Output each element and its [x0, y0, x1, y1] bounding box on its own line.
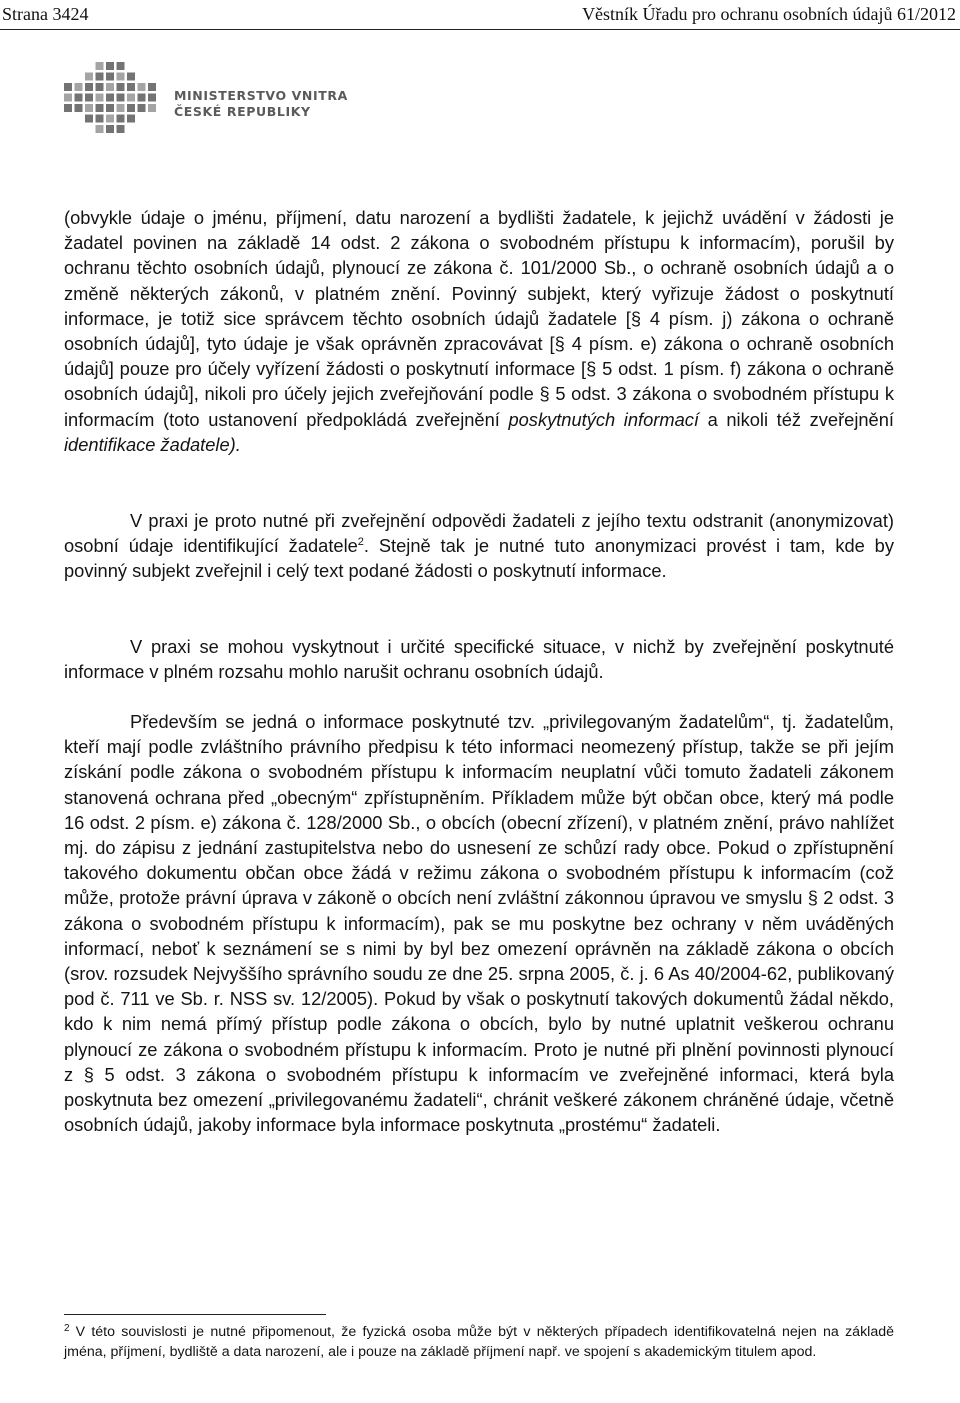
paragraph-2-text-2: . Stejně tak je nutné tuto anonymizaci provést i tam, kde by povinný subjekt zveřejnil i celý text podané žádosti o poskytnutí informace.: [64, 535, 894, 582]
logo-square: [96, 115, 104, 123]
ministry-logo-icon: [64, 62, 160, 136]
logo-square: [96, 62, 104, 70]
logo-square: [117, 125, 125, 133]
logo-line-2: ČESKÉ REPUBLIKY: [174, 104, 311, 119]
logo-square: [127, 73, 135, 81]
logo-square: [117, 115, 125, 123]
logo-square: [117, 62, 125, 70]
logo-square: [138, 83, 146, 91]
footnote-text: V této souvislosti je nutné připomenout, že fyzická osoba může být v některých případech identifikovatelná nejen na základě jména, příjmení, bydliště a data narození, ale i pouze na základě příjmení např. ve spojení s akademickým titulem apod.: [64, 1324, 894, 1360]
logo-square: [96, 83, 104, 91]
logo-square: [96, 73, 104, 81]
footnote-rule: [64, 1314, 326, 1315]
logo-square: [106, 125, 114, 133]
logo-square: [148, 83, 156, 91]
footnote-reference[interactable]: 2: [357, 536, 364, 549]
footnote: [64, 1322, 894, 1362]
logo-square: [106, 115, 114, 123]
paragraph-1: [64, 205, 894, 457]
logo-line-1: MINISTERSTVO VNITRA: [174, 88, 348, 103]
paragraph-3-text: V praxi se mohou vyskytnout i určité specifické situace, v nichž by zveřejnění poskytnuté informace v plném rozsahu mohlo narušit ochranu osobních údajů.: [64, 636, 894, 683]
logo-square: [138, 94, 146, 102]
logo-square: [106, 104, 114, 112]
logo-square: [117, 73, 125, 81]
logo-square: [106, 73, 114, 81]
logo-square: [85, 115, 93, 123]
logo-square: [117, 83, 125, 91]
logo-square: [127, 94, 135, 102]
logo-square: [64, 83, 72, 91]
paragraph-4-text: Především se jedná o informace poskytnuté tzv. „privilegovaným žadatelům“, tj. žadatelům, kteří mají podle zvláštního právního předpisu k této informaci neomezený přístup, takže se při jejím získání podle zákona o svobodném přístupu k informacím neuplatní vůči tomuto žadateli zákonem stanovená ochrana před „obecným“ zpřístupněním. Příkladem může být občan obce, který má podle 16 odst. 2 písm. e) zákona č. 128/2000 Sb., o obcích (obecní zřízení), v platném znění, právo nahlížet mj. do zápisu z jednání zastupitelstva nebo do usnesení ze schůzí rady obce. Pokud o zpřístupnění takového dokumentu občan obce žádá v režimu zákona o svobodném přístupu k informacím (což může, protože právní úprava v zákoně o obcích není zvláštní zákonnou úpravou ve smyslu § 2 odst. 3 zákona o svobodném přístupu k informacím), pak se mu poskytne bez ochrany v něm uváděných informací, neboť k seznámení se s nimi by byl bez omezení oprávněn na základě zákona o obcích (srov. rozsudek Nejvyššího správního soudu ze dne 25. srpna 2005, č. j. 6 As 40/2004-62, publikovaný pod č. 711 ve Sb. r. NSS sv. 12/2005). Pokud by však o poskytnutí takových dokumentů žádal někdo, kdo k nim nemá přímý přístup podle zákona o obcích, bylo by nutné uplatnit veškerou ochranu plynoucí ze zákona o svobodném přístupu k informacím. Proto je nutné při plnění povinnosti plynoucí z § 5 odst. 3 zákona o svobodném přístupu k informacím ve zveřejněné informaci, která byla poskytnuta bez omezení „privilegovanému žadateli“, chránit veškeré zákonem chráněné údaje, včetně osobních údajů, jakoby informace byla informace poskytnuta „prostému“ žadateli.: [64, 711, 894, 1136]
logo-square: [148, 104, 156, 112]
logo-square: [96, 104, 104, 112]
logo-square: [117, 104, 125, 112]
paragraph-2-text: V praxi je proto nutné při zveřejnění odpovědi žadateli z jejího textu odstranit (anonymizovat) osobní údaje identifikující žadatele: [64, 510, 894, 557]
page-number: Strana 3424: [2, 4, 89, 24]
journal-title: Věstník Úřadu pro ochranu osobních údajů 61/2012: [582, 4, 956, 24]
logo-square: [64, 94, 72, 102]
running-header: [0, 4, 960, 26]
logo-square: [138, 104, 146, 112]
logo-square: [127, 104, 135, 112]
logo-square: [106, 83, 114, 91]
logo-square: [106, 62, 114, 70]
header-rule: [0, 29, 960, 30]
paragraph-1-italic-1: poskytnutých informací: [508, 408, 699, 430]
logo-square: [75, 94, 83, 102]
paragraph-3: [64, 634, 894, 684]
logo-square: [85, 104, 93, 112]
logo-square: [127, 83, 135, 91]
paragraph-2: [64, 508, 894, 584]
paragraph-1-italic-2: identifikace žadatele).: [64, 433, 241, 455]
logo-square: [85, 94, 93, 102]
logo-text: [174, 88, 348, 120]
logo-square: [85, 83, 93, 91]
paragraph-1-text: (obvykle údaje o jménu, příjmení, datu narození a bydlišti žadatele, k jejichž uvádění v žádosti je žadatel povinen na základě 14 odst. 2 zákona o svobodném přístupu k informacím), porušil by ochranu těchto osobních údajů, plynoucí ze zákona č. 101/2000 Sb., o ochraně osobních údajů a o změně některých zákonů, v platném znění. Povinný subjekt, který vyřizuje žádost o poskytnutí informace, je totiž sice správcem těchto osobních údajů žadatele [§ 4 písm. j) zákona o ochraně osobních údajů], tyto údaje je však oprávněn zpracovávat [§ 4 písm. e) zákona o ochraně osobních údajů] pouze pro účely vyřízení žádosti o poskytnutí informace [§ 5 odst. 1 písm. f) zákona o ochraně osobních údajů], nikoli pro účely jejich zveřejňování podle § 5 odst. 3 zákona o svobodném přístupu k informacím (toto ustanovení předpokládá zveřejnění: [64, 207, 894, 430]
logo-square: [64, 104, 72, 112]
paragraph-1-text-2: a nikoli též zveřejnění: [698, 408, 894, 430]
logo-square: [85, 73, 93, 81]
logo-square: [106, 94, 114, 102]
logo-square: [96, 125, 104, 133]
paragraph-4: [64, 709, 894, 1137]
logo-square: [117, 94, 125, 102]
logo-square: [96, 94, 104, 102]
logo-square: [127, 115, 135, 123]
logo-square: [75, 83, 83, 91]
ministry-logo: [64, 62, 364, 138]
footnote-number: 2: [64, 1323, 70, 1334]
logo-square: [75, 104, 83, 112]
logo-square: [148, 94, 156, 102]
